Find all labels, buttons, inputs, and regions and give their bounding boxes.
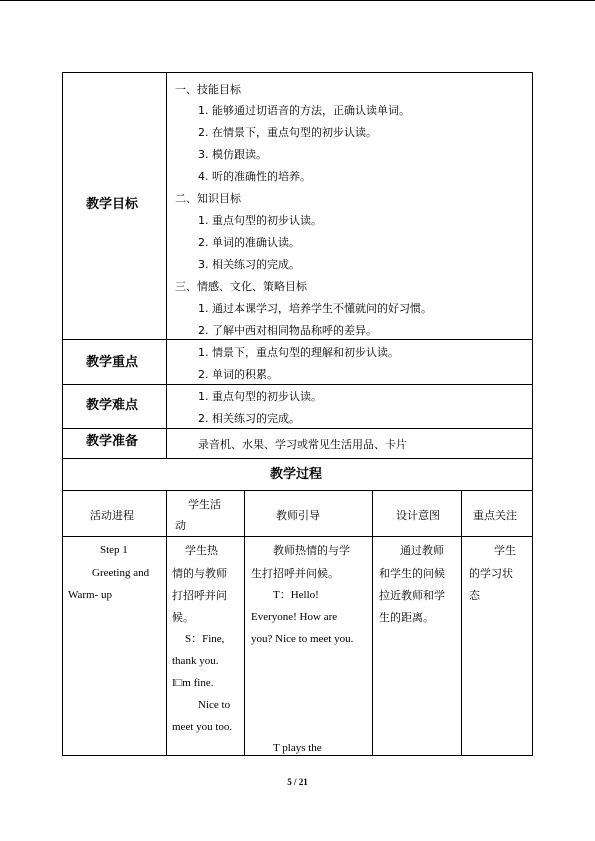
difficulty-item: 1. 重点句型的初步认读。: [198, 390, 322, 403]
preparation-text: 录音机、水果、学习或常见生活用品、卡片: [198, 438, 407, 451]
header-student-activity-cont: 动: [175, 519, 186, 532]
objective-item: 2. 单词的准确认读。: [198, 236, 300, 249]
student-activity-text: 情的与教师: [172, 567, 227, 580]
student-activity-text: I□m fine.: [172, 677, 214, 689]
objective-item: 1. 通过本课学习，培养学生不懂就问的好习惯。: [198, 302, 432, 315]
objective-item: 1. 重点句型的初步认读。: [198, 214, 322, 227]
focus-text: 态: [469, 589, 480, 602]
objective-item: 3. 相关练习的完成。: [198, 258, 300, 271]
teacher-guide-text: 生打招呼并问候。: [251, 567, 339, 580]
teacher-guide-text: Everyone! How are: [251, 611, 338, 623]
step-name: Greeting and: [92, 567, 150, 579]
student-activity-text: Nice to: [198, 699, 231, 711]
design-intent-text: 拉近教师和学: [379, 589, 445, 602]
objectives-heading-skills: 一、技能目标: [175, 83, 241, 96]
objectives-heading-affective: 三、情感、文化、策略目标: [175, 280, 307, 293]
process-title: 教学过程: [270, 467, 323, 482]
step-name-cont: Warm- up: [68, 589, 113, 601]
step-label: Step 1: [100, 544, 128, 556]
objective-item: 4. 听的准确性的培养。: [198, 170, 311, 183]
teacher-guide-text: you? Nice to meet you.: [251, 633, 354, 645]
objective-item: 2. 在情景下，重点句型的初步认读。: [198, 126, 377, 139]
header-student-activity: 学生活: [188, 498, 221, 511]
header-teacher-guide: 教师引导: [276, 509, 320, 522]
design-intent-text: 通过教师: [400, 544, 444, 557]
header-design-intent: 设计意图: [396, 509, 440, 522]
difficulty-item: 2. 相关练习的完成。: [198, 412, 300, 425]
student-activity-text: thank you.: [172, 655, 219, 667]
student-activity-text: 打招呼并问: [172, 589, 227, 602]
page-number: 5 / 21: [287, 777, 308, 787]
teacher-guide-text: T plays the: [273, 742, 322, 754]
key-point-item: 1. 情景下，重点句型的理解和初步认读。: [198, 346, 399, 359]
difficulties-label: 教学难点: [86, 398, 139, 413]
design-intent-text: 和学生的问候: [379, 567, 445, 580]
header-focus: 重点关注: [473, 509, 517, 522]
key-point-item: 2. 单词的积累。: [198, 368, 278, 381]
header-activity: 活动进程: [90, 509, 134, 522]
objective-item: 3. 模仿跟读。: [198, 148, 267, 161]
focus-text: 学生: [494, 544, 516, 557]
teacher-guide-text: T：Hello!: [273, 589, 319, 601]
design-intent-text: 生的距离。: [379, 611, 434, 624]
page-top-rule: [0, 0, 595, 1]
student-activity-text: meet you too.: [172, 721, 233, 733]
preparation-label: 教学准备: [86, 434, 139, 449]
student-activity-text: 学生热: [185, 544, 218, 557]
objectives-label: 教学目标: [86, 197, 139, 212]
student-activity-text: 候。: [172, 611, 194, 624]
focus-text: 的学习状: [469, 567, 513, 580]
teacher-guide-text: 教师热情的与学: [273, 544, 350, 557]
key-points-label: 教学重点: [86, 355, 139, 370]
objective-item: 2. 了解中西对相同物品称呼的差异。: [198, 324, 377, 337]
student-activity-text: S：Fine,: [185, 633, 225, 645]
objectives-heading-knowledge: 二、知识目标: [175, 192, 241, 205]
objective-item: 1. 能够通过切语音的方法，正确认读单词。: [198, 104, 410, 117]
